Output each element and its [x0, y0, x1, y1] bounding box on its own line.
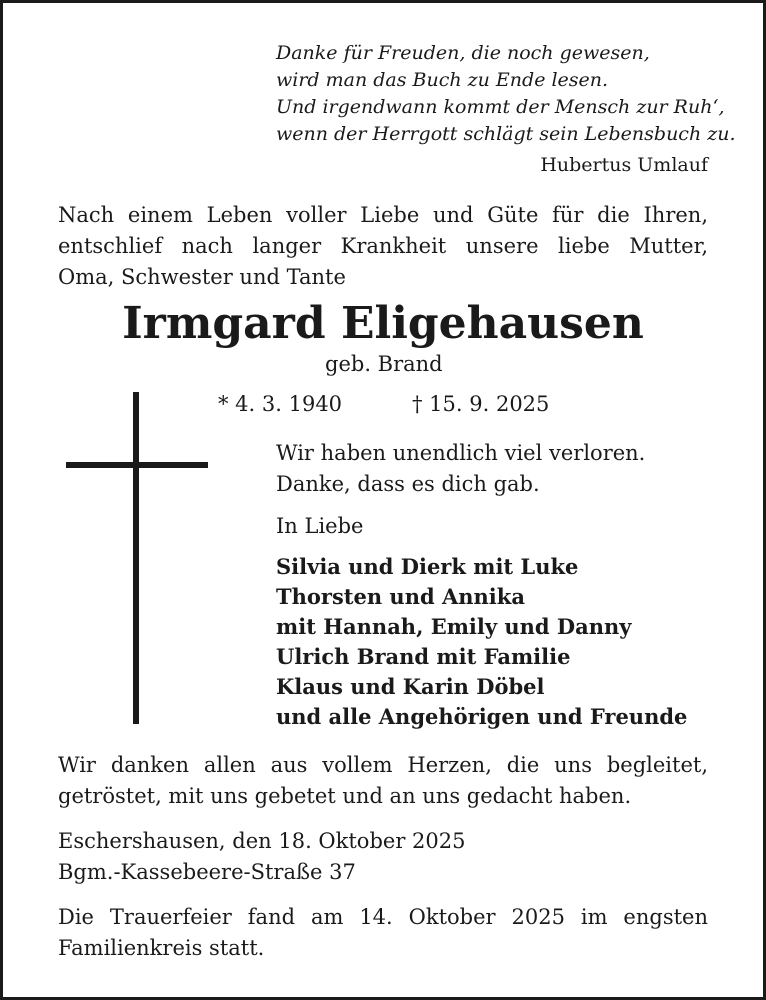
street-address: Bgm.-Kassebeere-Straße 37 [58, 860, 356, 884]
poem [276, 40, 736, 148]
intro-line: entschlief nach langer Krankheit unsere liebe Mutter, [58, 234, 708, 258]
funeral-line: Familienkreis statt. [58, 936, 265, 960]
thanks-text [58, 750, 708, 812]
poem-line: Danke für Freuden, die noch gewesen, [276, 42, 650, 64]
thanks-line: Wir danken allen aus vollem Herzen, die uns begleitet, [58, 753, 708, 777]
poem-line: wenn der Herrgott schlägt sein Lebensbuch zu. [276, 123, 736, 145]
farewell-line: Danke, dass es dich gab. [276, 472, 540, 496]
address-block [58, 826, 465, 888]
family-member: mit Hannah, Emily und Danny [276, 614, 632, 639]
funeral-notice [58, 902, 708, 964]
death-date: † 15. 9. 2025 [412, 392, 550, 416]
intro-text [58, 200, 708, 293]
cross-horizontal-bar [66, 462, 208, 468]
family-member: Thorsten und Annika [276, 584, 525, 609]
thanks-line: getröstet, mit uns gebetet und an uns gedacht haben. [58, 784, 632, 808]
farewell-message [276, 438, 645, 500]
place-date: Eschershausen, den 18. Oktober 2025 [58, 829, 466, 853]
poem-line: Und irgendwann kommt der Mensch zur Ruh‘, [276, 96, 725, 118]
family-member: Klaus und Karin Döbel [276, 674, 545, 699]
in-love-label: In Liebe [276, 514, 364, 538]
intro-line: Nach einem Leben voller Liebe und Güte für die Ihren, [58, 203, 708, 227]
funeral-line: Die Trauerfeier fand am 14. Oktober 2025 im engsten [58, 905, 708, 929]
maiden-name: geb. Brand [325, 352, 443, 376]
deceased-name: Irmgard Eligehausen [122, 298, 644, 349]
family-list [276, 552, 687, 732]
intro-line: Oma, Schwester und Tante [58, 265, 346, 289]
family-member: Ulrich Brand mit Familie [276, 644, 571, 669]
family-member: und alle Angehörigen und Freunde [276, 704, 688, 729]
poem-author: Hubertus Umlauf [540, 154, 708, 176]
birth-date: * 4. 3. 1940 [218, 392, 343, 416]
poem-line: wird man das Buch zu Ende lesen. [276, 69, 609, 91]
family-member: Silvia und Dierk mit Luke [276, 554, 579, 579]
farewell-line: Wir haben unendlich viel verloren. [276, 441, 646, 465]
cross-vertical-bar [133, 392, 139, 724]
